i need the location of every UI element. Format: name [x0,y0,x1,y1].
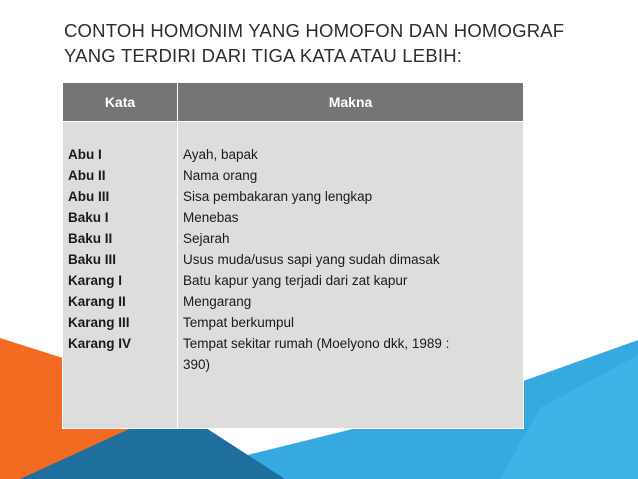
homonym-table [62,82,524,429]
makna-item: Ayah, bapak [183,147,258,162]
makna-item: Batu kapur yang terjadi dari zat kapur [183,273,408,288]
kata-item: Karang II [68,294,126,309]
makna-item: Mengarang [183,294,252,309]
kata-item: Baku I [68,210,109,225]
makna-cell [178,122,524,429]
slide-title: CONTOH HOMONIM YANG HOMOFON DAN HOMOGRAF YANG TERDIRI DARI TIGA KATA ATAU LEBIH: [64,20,565,66]
makna-item: Tempat sekitar rumah (Moelyono dkk, 1989 : [183,336,450,351]
makna-item: Sisa pembakaran yang lengkap [183,189,373,204]
kata-item: Abu I [68,147,102,162]
header-makna: Makna [178,83,524,122]
kata-item: Abu III [68,189,110,204]
kata-cell [63,122,178,429]
makna-item: Sejarah [183,231,230,246]
kata-item: Abu II [68,168,106,183]
kata-item: Baku II [68,231,113,246]
table-header-row [63,83,524,122]
makna-item: Usus muda/usus sapi yang sudah dimasak [183,252,440,267]
makna-item: Menebas [183,210,239,225]
makna-item: 390) [183,357,211,372]
header-kata: Kata [63,83,178,122]
makna-item: Tempat berkumpul [183,315,295,330]
kata-item: Baku III [68,252,117,267]
kata-item: Karang III [68,315,130,330]
kata-item: Karang I [68,273,123,288]
makna-item: Nama orang [183,168,258,183]
table-row [63,122,524,429]
kata-item: Karang IV [68,336,132,351]
